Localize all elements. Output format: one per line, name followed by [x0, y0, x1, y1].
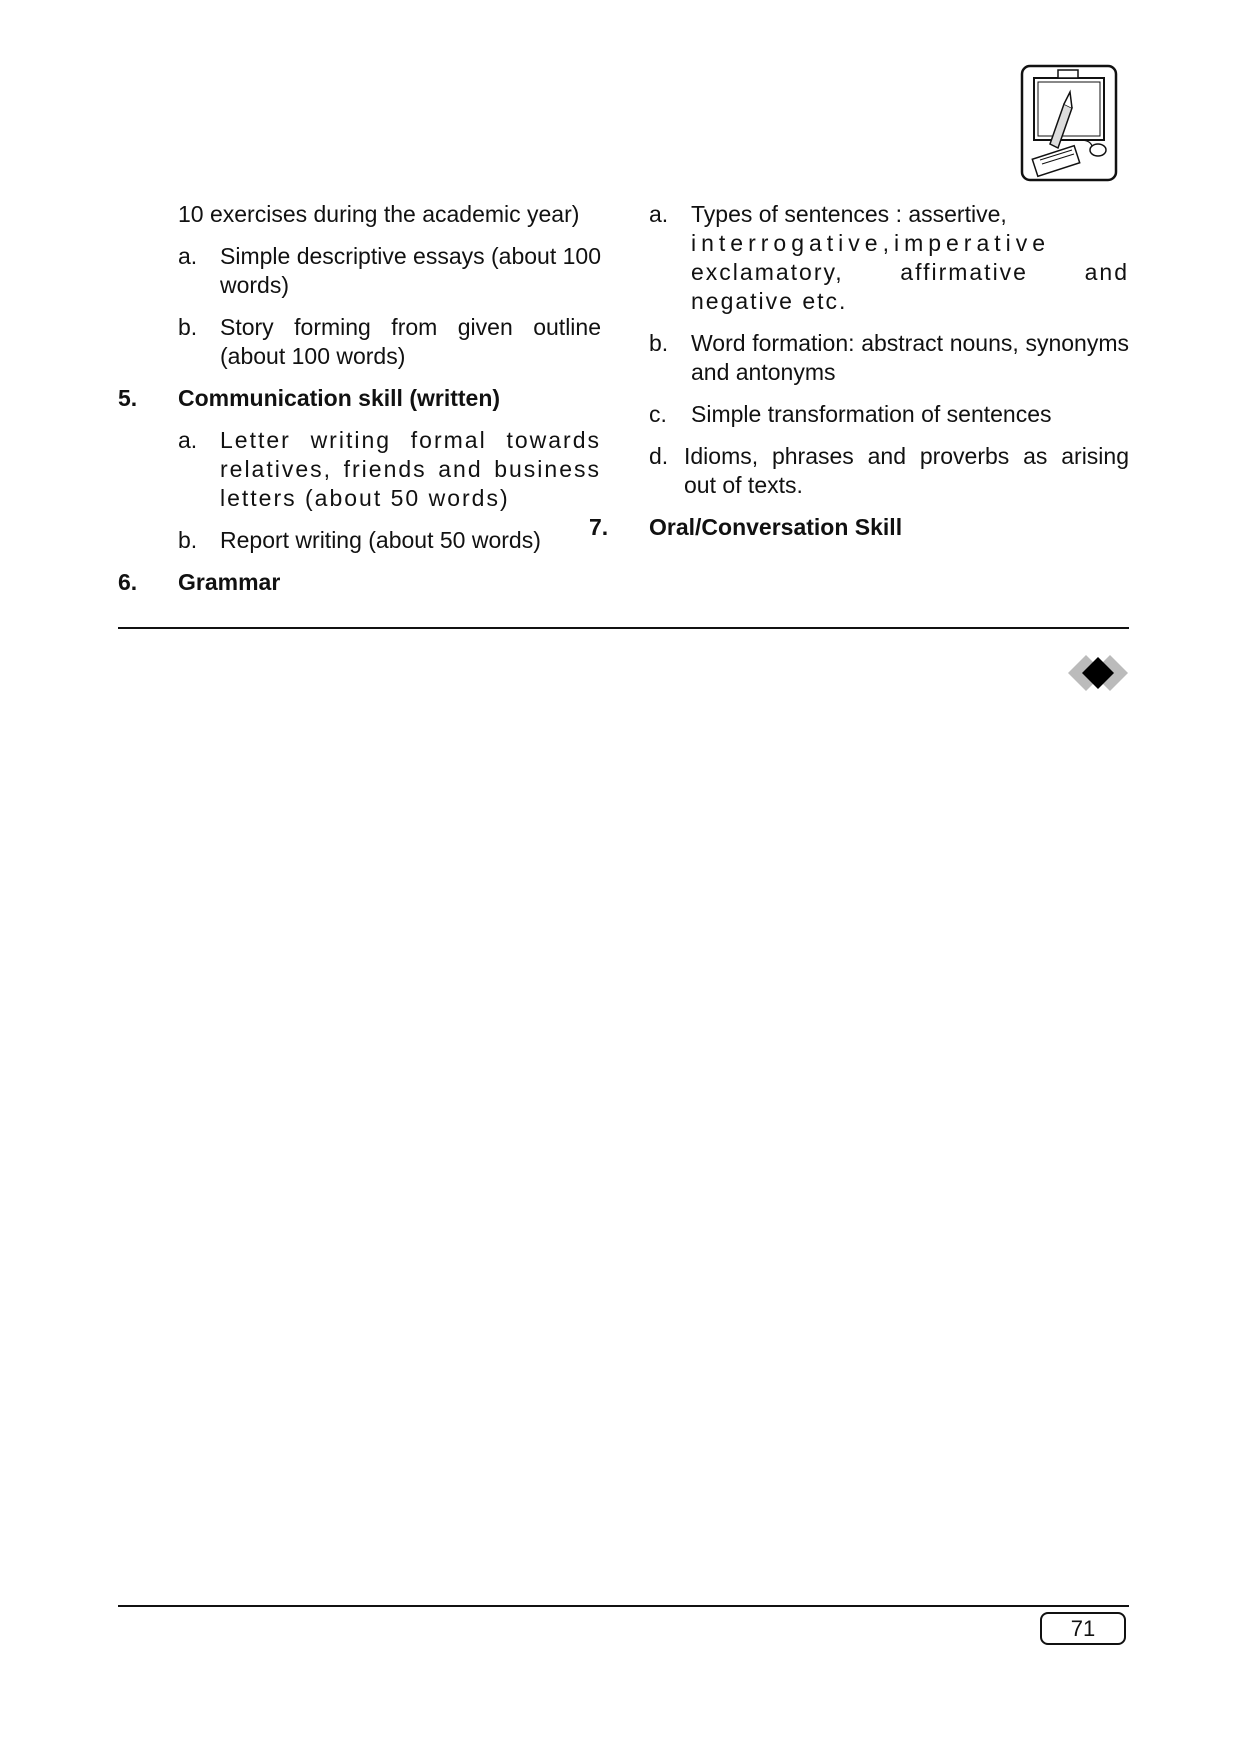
- item-label: c.: [649, 401, 667, 427]
- list-item: [649, 200, 1129, 316]
- intro-line: 10 exercises during the academic year): [178, 201, 580, 227]
- item-text: Simple descriptive essays (about 100 words): [220, 243, 601, 298]
- list-item: [649, 400, 1129, 429]
- item-label: b.: [178, 314, 198, 340]
- item-text: Report writing (about 50 words): [220, 527, 541, 553]
- footer-divider: [118, 1605, 1129, 1607]
- heading-title: Oral/Conversation Skill: [649, 514, 903, 540]
- section-divider: [118, 627, 1129, 629]
- page-number: 71: [1040, 1612, 1126, 1645]
- computer-drawing-icon: [1020, 64, 1118, 182]
- left-column: [118, 200, 601, 610]
- section-heading-5: [118, 384, 601, 413]
- item-text-line: interrogative,imperative: [691, 230, 1051, 256]
- item-label: b.: [178, 527, 198, 553]
- item-text: Idioms, phrases and proverbs as arising out of texts.: [684, 443, 1129, 498]
- list-item: [118, 426, 601, 513]
- item-text-line: exclamatory, affirmative and negative etc.: [691, 259, 1129, 314]
- item-label: a.: [178, 427, 198, 453]
- item-label: b.: [649, 330, 669, 356]
- item-label: a.: [178, 243, 198, 269]
- list-item: [649, 329, 1129, 387]
- item-text: Letter writing formal towards relatives, friends and business letters (about 50 words): [220, 427, 601, 511]
- section-heading-7: [589, 513, 1129, 542]
- right-column: [589, 200, 1129, 555]
- item-text: [691, 200, 1129, 316]
- item-text: Word formation: abstract nouns, synonyms and antonyms: [691, 330, 1129, 385]
- diamond-ornament-icon: [1066, 653, 1130, 693]
- item-label: a.: [649, 201, 669, 227]
- list-item: [118, 242, 601, 300]
- list-item: [649, 442, 1129, 500]
- heading-title: Grammar: [178, 569, 281, 595]
- item-text: Story forming from given outline (about 100 words): [220, 314, 601, 369]
- heading-number: 5.: [118, 385, 138, 411]
- list-item: [118, 313, 601, 371]
- heading-title: Communication skill (written): [178, 385, 501, 411]
- item-label: d.: [649, 443, 669, 469]
- item-text: Simple transformation of sentences: [691, 401, 1052, 427]
- item-text-line: Types of sentences : assertive,: [691, 201, 1007, 227]
- heading-number: 6.: [118, 569, 138, 595]
- heading-number: 7.: [589, 514, 609, 540]
- section-heading-6: [118, 568, 601, 597]
- list-item: [118, 526, 601, 555]
